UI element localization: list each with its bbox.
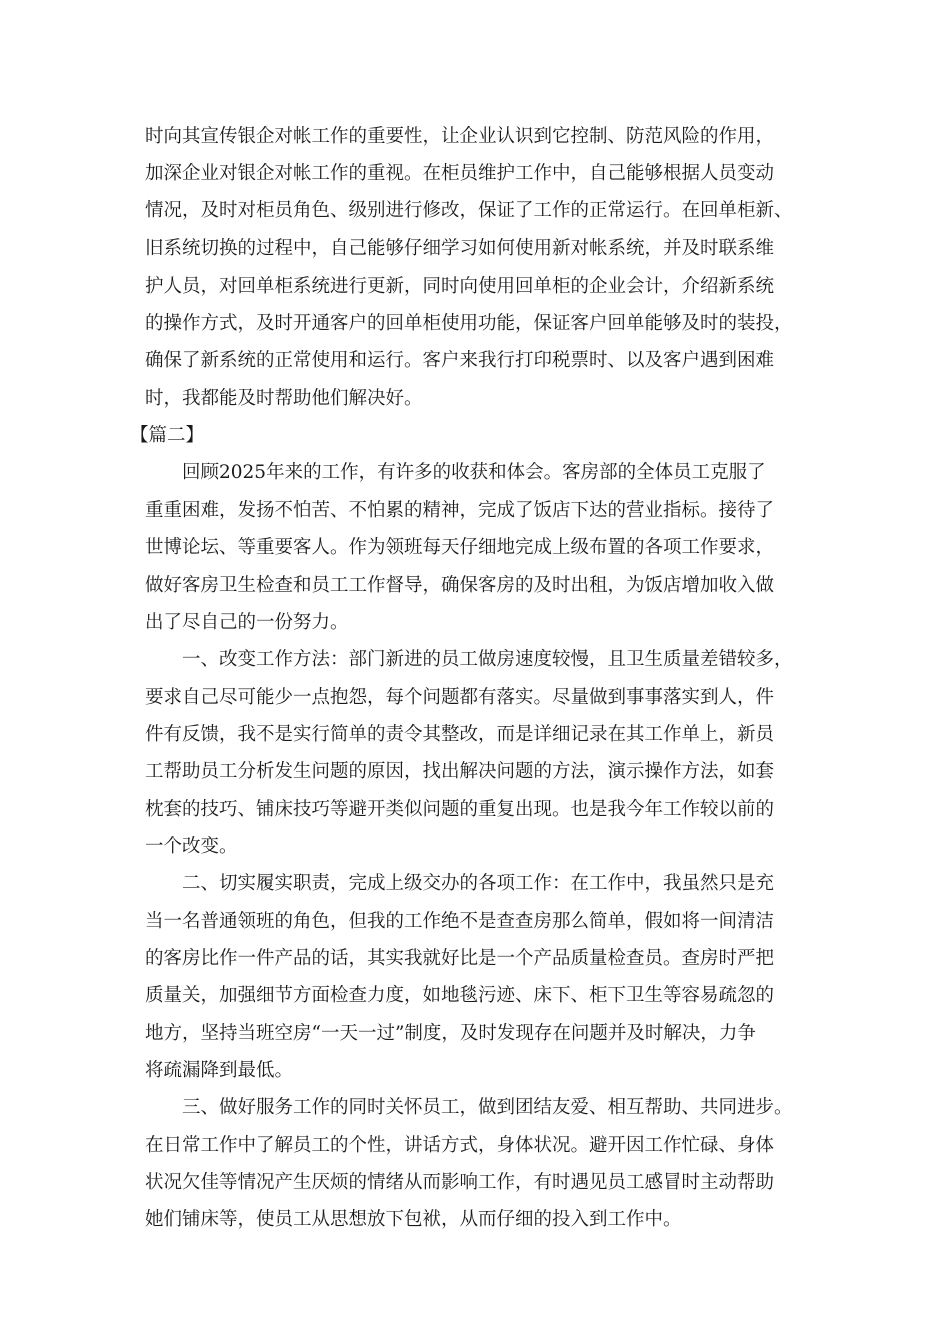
text-line: 的客房比作一件产品的话，其实我就好比是一个产品质量检查员。查房时严把	[145, 948, 775, 969]
text-line: 地方，坚持当班空房“一天一过”制度，及时发现存在问题并及时解决，力争	[145, 1023, 756, 1044]
text-line: 重重困难，发扬不怕苦、不怕累的精神，完成了饭店下达的营业指标。接待了	[145, 500, 775, 521]
text-line: 加深企业对银企对帐工作的重视。在柜员维护工作中，自己能够根据人员变动	[145, 163, 775, 184]
text-line: 状况欠佳等情况产生厌烦的情绪从而影响工作，有时遇见员工感冒时主动帮助	[145, 1172, 775, 1193]
text-line: 枕套的技巧、铺床技巧等避开类似问题的重复出现。也是我今年工作较以前的	[145, 799, 775, 820]
text-line: 件有反馈，我不是实行简单的责令其整改，而是详细记录在其工作单上，新员	[145, 724, 775, 745]
section-heading: 【篇二】	[130, 425, 205, 446]
text-line: 在日常工作中了解员工的个性，讲话方式，身体状况。避开因工作忙碌、身体	[145, 1135, 775, 1156]
text-line: 回顾2025年来的工作，有许多的收获和体会。客房部的全体员工克服了	[145, 462, 766, 483]
text-line: 要求自己尽可能少一点抱怨，每个问题都有落实。尽量做到事事落实到人，件	[145, 687, 775, 708]
text-line: 的操作方式，及时开通客户的回单柜使用功能，保证客户回单能够及时的装投，	[145, 313, 793, 334]
text-line: 三、做好服务工作的同时关怀员工，做到团结友爱、相互帮助、共同进步。	[145, 1097, 793, 1118]
text-line: 质量关，加强细节方面检查力度，如地毯污迹、床下、柜下卫生等容易疏忽的	[145, 985, 775, 1006]
text-line: 护人员，对回单柜系统进行更新，同时向使用回单柜的企业会计，介绍新系统	[145, 276, 775, 297]
text-line: 做好客房卫生检查和员工工作督导，确保客房的及时出租，为饭店增加收入做	[145, 575, 775, 596]
text-line: 当一名普通领班的角色，但我的工作绝不是查查房那么简单，假如将一间清洁	[145, 911, 775, 932]
text-line: 确保了新系统的正常使用和运行。客户来我行打印税票时、以及客户遇到困难	[145, 350, 775, 371]
text-line: 出了尽自己的一份努力。	[145, 612, 349, 633]
text-line: 工帮助员工分析发生问题的原因，找出解决问题的方法，演示操作方法，如套	[145, 761, 775, 782]
text-line: 二、切实履实职责，完成上级交办的各项工作：在工作中，我虽然只是充	[145, 873, 775, 894]
text-line: 一个改变。	[145, 836, 238, 857]
text-line: 时向其宣传银企对帐工作的重要性，让企业认识到它控制、防范风险的作用，	[145, 126, 775, 147]
text-line: 时，我都能及时帮助他们解决好。	[145, 388, 423, 409]
text-line: 世博论坛、等重要客人。作为领班每天仔细地完成上级布置的各项工作要求，	[145, 537, 775, 558]
text-line: 将疏漏降到最低。	[145, 1060, 294, 1081]
text-line: 情况，及时对柜员角色、级别进行修改，保证了工作的正常运行。在回单柜新、	[145, 200, 793, 221]
text-line: 旧系统切换的过程中，自己能够仔细学习如何使用新对帐系统，并及时联系维	[145, 238, 775, 259]
text-line: 一、改变工作方法：部门新进的员工做房速度较慢，且卫生质量差错较多，	[145, 649, 793, 670]
text-line: 她们铺床等，使员工从思想放下包袱，从而仔细的投入到工作中。	[145, 1209, 682, 1230]
